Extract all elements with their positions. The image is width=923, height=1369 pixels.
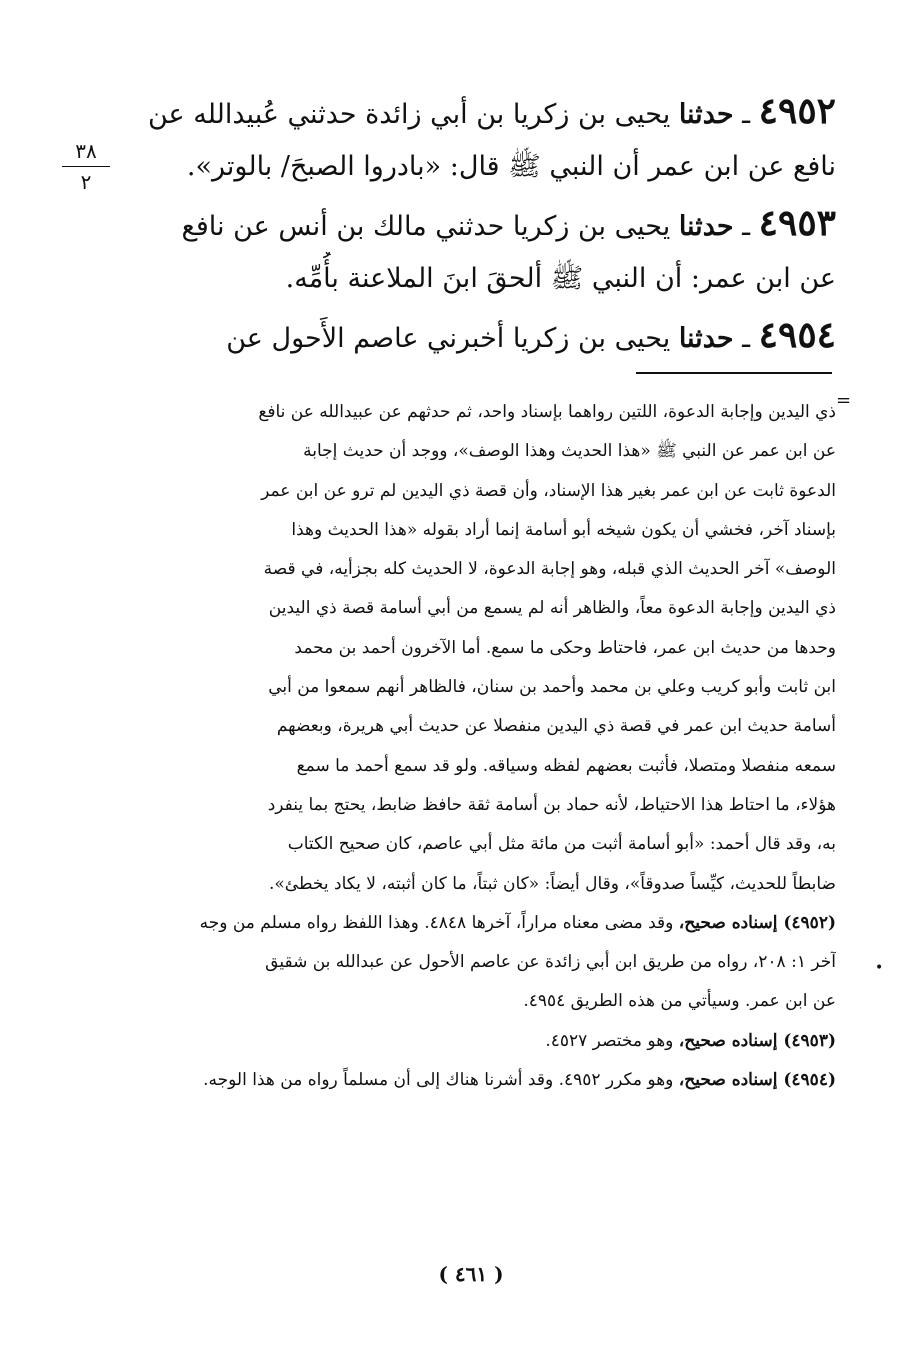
note-number: (٤٩٥٢)	[783, 912, 836, 933]
footnote-line: أسامة حديث ابن عمر في قصة ذي اليدين منفصلا عن حديث أبي هريرة، وبعضهم	[276, 716, 836, 737]
margin-divider	[62, 166, 110, 167]
footnote-line: سمعه منفصلا ومتصلا، فأثبت بعضهم لفظه وسياقه. ولو قد سمع أحمد ما سمع	[296, 755, 836, 776]
hadith-number: ٤٩٥٢	[758, 90, 836, 132]
note-line: عن ابن عمر. وسيأتي من هذه الطريق ٤٩٥٤.	[523, 991, 836, 1012]
footnote-line: ذي اليدين وإجابة الدعوة، اللتين رواهما بإسناد واحد، ثم حدثهم عن عبيدالله عن نافع	[258, 402, 836, 422]
footnote-line: الوصف» آخر الحديث الذي قبله، وهو إجابة الدعوة، لا الحديث كله بجزأيه، في قصة	[263, 559, 836, 580]
hadith-line: نافع عن ابن عمر أن النبي ﷺ قال: «بادروا الصبحَ/ بالوتر».	[186, 151, 836, 182]
hadith-main-text	[130, 84, 836, 364]
continuation-mark: =	[836, 390, 852, 411]
note-line	[130, 1061, 836, 1100]
note-line: آخر ١: ٢٠٨، رواه من طريق ابن أبي زائدة عن عاصم الأحول عن عبدالله بن شقيق	[265, 952, 836, 973]
note-line	[130, 904, 836, 943]
hadith-line: عن ابن عمر: أن النبي ﷺ ألحقَ ابنَ الملاعنة بأُمِّه.	[285, 263, 836, 294]
hadith-opening-word: حدثنا	[678, 323, 734, 354]
footnote-separator	[636, 372, 832, 374]
hadith-text: يحيى بن زكريا حدثني مالك بن أنس عن نافع	[181, 211, 679, 242]
margin-volume-number: ٣٨	[75, 139, 97, 163]
hadith-line	[130, 196, 836, 252]
margin-reference	[62, 140, 110, 193]
dash: ـ	[733, 99, 759, 130]
footnote-line: به، وقد قال أحمد: «أبو أسامة أثبت من مائة مثل أبي عاصم، كان صحيح الكتاب	[287, 834, 836, 855]
note-grading: إسناده صحيح،	[678, 1070, 784, 1091]
hadith-line	[130, 308, 836, 364]
hadith-number: ٤٩٥٣	[758, 202, 836, 244]
hadith-line	[130, 84, 836, 140]
footnote-line: بإسناد آخر، فخشي أن يكون شيخه أبو أسامة إنما أراد بقوله «هذا الحديث وهذا	[291, 519, 836, 540]
dash: ـ	[733, 323, 759, 354]
note-text: وقد مضى معناه مراراً، آخرها ٤٨٤٨. وهذا اللفظ رواه مسلم من وجه	[199, 912, 679, 933]
note-text: وهو مختصر ٤٥٢٧.	[545, 1030, 679, 1051]
margin-part-number: ٢	[80, 170, 92, 194]
note-text: وهو مكرر ٤٩٥٢. وقد أشرنا هناك إلى أن مسلماً رواه من هذا الوجه.	[203, 1070, 679, 1091]
note-number: (٤٩٥٤)	[783, 1070, 836, 1091]
hadith-number: ٤٩٥٤	[758, 314, 836, 356]
footnote-line: ابن ثابت وأبو كريب وعلي بن محمد وأحمد بن سنان، فالظاهر أنهم سمعوا من أبي	[268, 677, 836, 698]
note-line	[130, 1022, 836, 1061]
note-grading: إسناده صحيح،	[678, 912, 784, 933]
margin-dot: •	[875, 960, 884, 976]
footnote-line: هؤلاء، ما احتاط هذا الاحتياط، لأنه حماد بن أسامة ثقة حافظ ضابط، يحتج بما ينفرد	[267, 794, 836, 815]
hadith-text: يحيى بن زكريا بن أبي زائدة حدثني عُبيدالله عن	[148, 99, 679, 130]
hadith-opening-word: حدثنا	[678, 99, 734, 130]
footnote-line: الدعوة ثابت عن ابن عمر بغير هذا الإسناد، وأن قصة ذي اليدين لم ترو عن ابن عمر	[261, 480, 836, 501]
note-grading: إسناده صحيح،	[678, 1030, 784, 1051]
dash: ـ	[733, 211, 759, 242]
footnote-line: ذي اليدين وإجابة الدعوة معاً، والظاهر أنه لم يسمع من أبي أسامة قصة ذي اليدين	[268, 598, 836, 619]
page-number: ( ٤٦١ )	[438, 1262, 504, 1286]
footnotes	[130, 393, 836, 1100]
footnote-line: ضابطاً للحديث، كيِّساً صدوقاً»، وقال أيضاً: «كان ثبتاً، ما كان أثبته، لا يكاد يخطئ».	[268, 873, 836, 894]
footnote-line: عن ابن عمر عن النبي ﷺ «هذا الحديث وهذا الوصف»، ووجد أن حديث إجابة	[303, 441, 836, 462]
hadith-opening-word: حدثنا	[678, 211, 734, 242]
note-number: (٤٩٥٣)	[783, 1030, 836, 1051]
hadith-text: يحيى بن زكريا أخبرني عاصم الأَحول عن	[226, 323, 679, 354]
footnote-line: وحدها من حديث ابن عمر، فاحتاط وحكى ما سمع. أما الآخرون أحمد بن محمد	[294, 637, 836, 658]
